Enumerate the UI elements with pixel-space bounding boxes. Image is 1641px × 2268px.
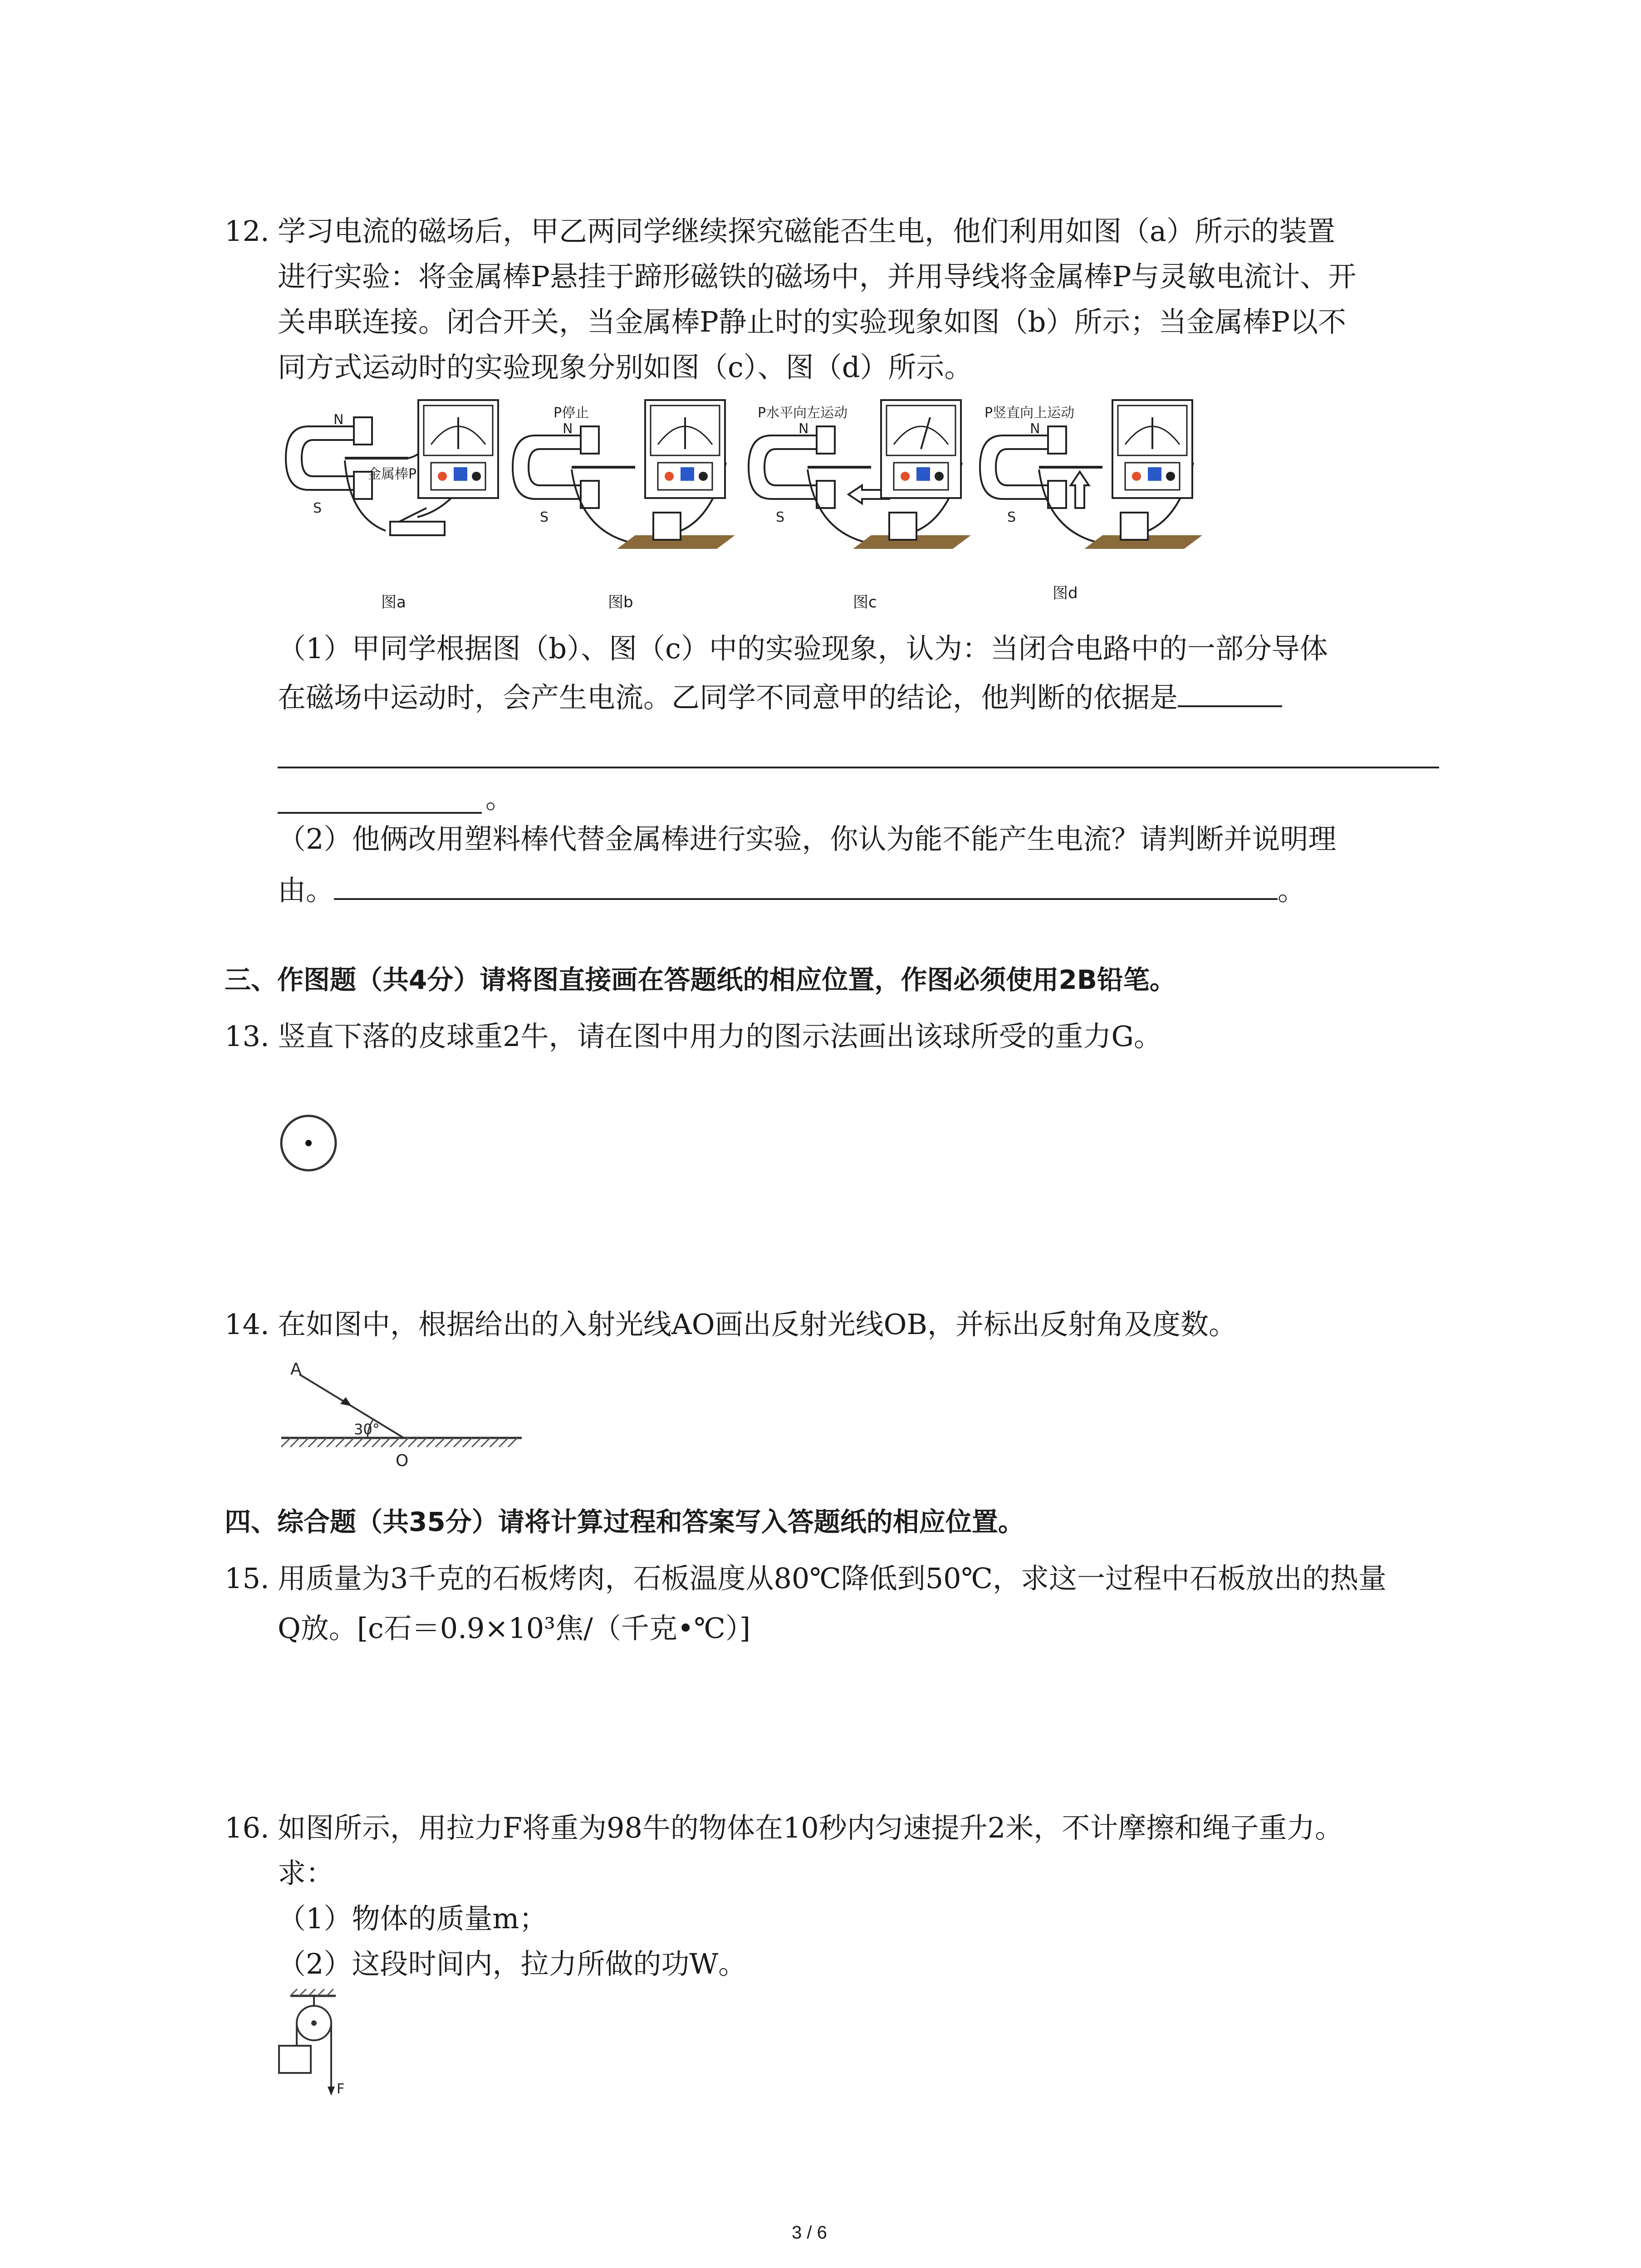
q12-sub1-blank-2[interactable] bbox=[278, 767, 1439, 768]
q13-text: 竖直下落的皮球重2牛，请在图中用力的图示法画出该球所受的重力G。 bbox=[278, 1020, 1162, 1053]
q12-line-1: 学习电流的磁场后，甲乙两同学继续探究磁能否生电，他们利用如图（a）所示的装置 bbox=[278, 215, 1335, 248]
q12-sub1-blank-3[interactable] bbox=[278, 812, 482, 814]
section-4-heading: 四、综合题（共35分）请将计算过程和答案写入答题纸的相应位置。 bbox=[225, 1506, 1024, 1537]
galvanometer-b bbox=[644, 399, 726, 499]
q12-sub1-blank-1[interactable] bbox=[1178, 678, 1282, 707]
magnet-s-label-d: S bbox=[1007, 509, 1016, 525]
magnet-n-label-d: N bbox=[1030, 421, 1040, 437]
figure-b-caption: 图b bbox=[608, 593, 633, 611]
q12-sub1-line-2 bbox=[278, 678, 1282, 716]
q16-sub-1: （1）物体的质量m； bbox=[278, 1902, 548, 1935]
page-number: 3 / 6 bbox=[792, 2223, 827, 2243]
q16-number: 16. bbox=[225, 1811, 269, 1844]
q12-line-2: 进行实验：将金属棒P悬挂于蹄形磁铁的磁场中，并用导线将金属棒P与灵敏电流计、开 bbox=[278, 260, 1357, 293]
point-o-label: O bbox=[396, 1452, 409, 1470]
q15-line-1: 用质量为3千克的石板烤肉，石板温度从80℃降低到50℃，求这一过程中石板放出的热量 bbox=[278, 1562, 1386, 1595]
ball-figure bbox=[277, 1111, 340, 1175]
angle-label: 30° bbox=[354, 1421, 380, 1438]
magnet-s-label-c: S bbox=[776, 509, 785, 525]
magnet-n-label-c: N bbox=[798, 421, 809, 437]
magnet-n-label-b: N bbox=[563, 421, 573, 437]
q12-sub1-end: 。 bbox=[485, 782, 514, 815]
q12-sub1-line-1: （1）甲同学根据图（b）、图（c）中的实验现象，认为：当闭合电路中的一部分导体 bbox=[278, 632, 1328, 665]
q16-line-1: 如图所示，用拉力F将重为98牛的物体在10秒内匀速提升2米，不计摩擦和绳子重力。 bbox=[278, 1811, 1343, 1844]
point-a-label: A bbox=[290, 1360, 302, 1378]
q12-number: 12. bbox=[225, 215, 269, 248]
q12-line-4: 同方式运动时的实验现象分别如图（c）、图（d）所示。 bbox=[278, 351, 973, 384]
section-3-heading: 三、作图题（共4分）请将图直接画在答题纸的相应位置，作图必须使用2B铅笔。 bbox=[225, 964, 1176, 995]
galvanometer-c bbox=[880, 399, 962, 499]
q15-line-2: Q放。[c石＝0.9×10³焦/（千克•℃）] bbox=[278, 1612, 751, 1645]
magnet-s-label-a: S bbox=[313, 500, 322, 516]
q12-sub2-line-1: （2）他俩改用塑料棒代替金属棒进行实验，你认为能不能产生电流？请判断并说明理 bbox=[278, 822, 1337, 855]
figure-d-caption: 图d bbox=[1053, 584, 1078, 602]
figure-c-label: P水平向左运动 bbox=[758, 405, 848, 421]
q14-text: 在如图中，根据给出的入射光线AO画出反射光线OB，并标出反射角及度数。 bbox=[278, 1308, 1237, 1341]
reflection-figure bbox=[272, 1356, 526, 1483]
galvanometer-a bbox=[417, 399, 499, 499]
q16-sub-2: （2）这段时间内，拉力所做的功W。 bbox=[278, 1947, 747, 1980]
figure-d-label: P竖直向上运动 bbox=[985, 405, 1075, 421]
galvanometer-d bbox=[1112, 399, 1193, 499]
magnet-n-label-a: N bbox=[333, 412, 344, 428]
q15-number: 15. bbox=[225, 1562, 269, 1595]
magnet-s-label-b: S bbox=[540, 509, 549, 525]
q12-line-3: 关串联连接。闭合开关，当金属棒P静止时的实验现象如图（b）所示；当金属棒P以不 bbox=[278, 305, 1347, 338]
q16-line-2: 求： bbox=[278, 1857, 334, 1890]
force-f-label: F bbox=[337, 2081, 345, 2097]
q13-number: 13. bbox=[225, 1020, 269, 1053]
q12-sub2-blank[interactable] bbox=[334, 871, 1278, 900]
q12-sub1-text: 在磁场中运动时，会产生电流。乙同学不同意甲的结论，他判断的依据是 bbox=[278, 681, 1178, 714]
metal-rod-label: 金属棒P bbox=[367, 466, 417, 482]
q12-sub2-end: 。 bbox=[1278, 874, 1306, 907]
pulley-figure bbox=[272, 1987, 381, 2109]
q12-sub2-line-2 bbox=[278, 871, 1306, 909]
figure-c-caption: 图c bbox=[853, 593, 877, 611]
q14-number: 14. bbox=[225, 1308, 269, 1341]
figure-a-caption: 图a bbox=[381, 593, 406, 611]
figure-b-label: P停止 bbox=[554, 405, 589, 421]
q12-sub2-text: 由。 bbox=[278, 874, 334, 907]
